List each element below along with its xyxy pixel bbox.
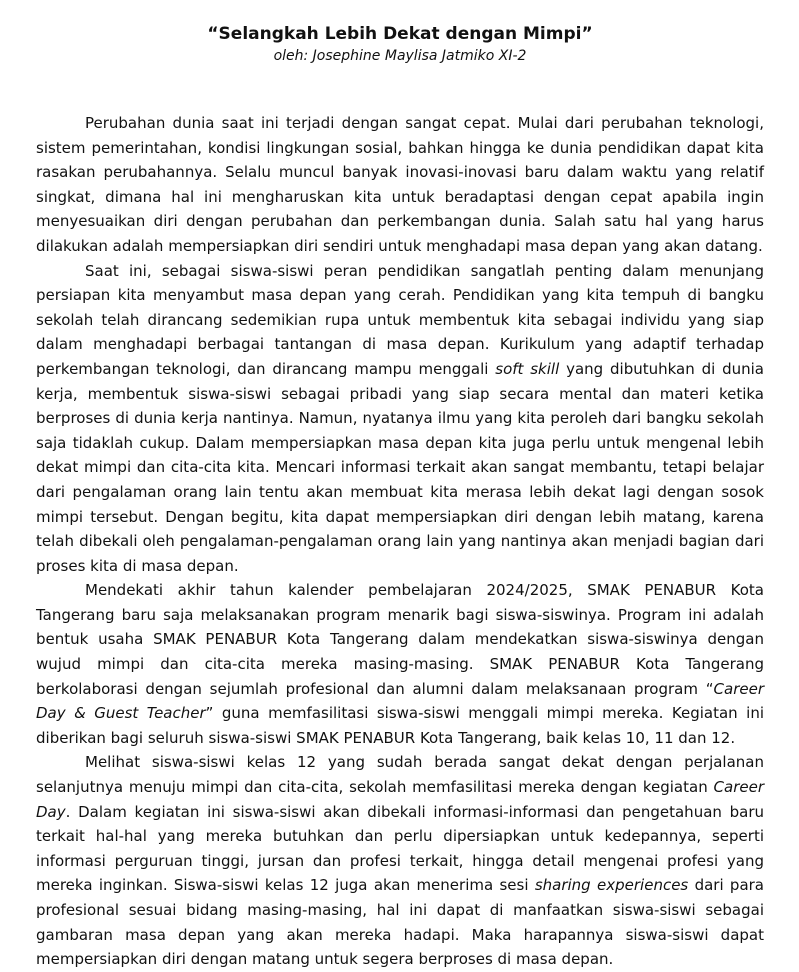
paragraph-text: Mendekati akhir tahun kalender pembelajaran 2024/2025, SMAK PENABUR Kota Tangerang baru saja melaksanakan program menarik bagi siswa-siswinya. Program ini adalah bentuk usaha SMAK PENABUR Kota Tangerang dalam mendekatkan siswa-siswinya dengan wujud mimpi dan cita-cita mereka masing-masing. SMAK PENABUR Kota Tangerang berkolaborasi dengan sejumlah profesional dan alumni dalam melaksanaan program “ — [36, 581, 764, 698]
paragraph-italic-text: Career Day — [36, 778, 764, 821]
document-title: “Selangkah Lebih Dekat dengan Mimpi” — [207, 24, 593, 44]
paragraph-1 — [36, 111, 764, 259]
paragraph-text: dari para profesional sesuai bidang masing-masing, hal ini dapat di manfaatkan siswa-siswi sebagai gambaran masa depan yang akan mereka hadapi. Maka harapannya siswa-siswi dapat mempersiapkan diri dengan matang untuk segera berproses di masa depan. — [36, 876, 765, 969]
paragraph-italic-text: Career Day & Guest Teacher — [36, 679, 764, 723]
paragraph-italic-text: soft skill — [495, 359, 560, 378]
paragraph-text: Saat ini, sebagai siswa-siswi peran pendidikan sangatlah penting dalam menunjang persiapan kita menyambut masa depan yang cerah. Pendidikan yang kita tempuh di bangku sekolah telah dirancang sedemikian rupa untuk membentuk kita sebagai individu yang siap dalam menghadapi berbagai tantangan di masa depan. Kurikulum yang adaptif terhadap perkembangan teknologi, dan dirancang mampu menggali — [36, 261, 764, 378]
paragraph-3 — [36, 578, 764, 750]
paragraph-text: Melihat siswa-siswi kelas 12 yang sudah berada sangat dekat dengan perjalanan selanjutnya menuju mimpi dan cita-cita, sekolah memfasilitasi mereka dengan kegiatan — [36, 753, 764, 797]
document-page — [36, 22, 764, 972]
document-author: oleh: Josephine Maylisa Jatmiko XI-2 — [273, 48, 527, 64]
paragraph-4 — [36, 750, 764, 971]
paragraph-italic-text: sharing experiences — [534, 876, 689, 895]
paragraph-2 — [36, 259, 764, 579]
paragraph-text: . Dalam kegiatan ini siswa-siswi akan dibekali informasi-informasi dan pengetahuan baru terkait hal-hal yang mereka butuhkan dan perlu dipersiapkan untuk kedepannya, seperti informasi perguruan tinggi, jursan dan profesi terkait, hingga detail mengenai profesi yang mereka inginkan. Siswa-siswi kelas 12 juga akan menerima sesi — [36, 802, 764, 895]
paragraph-text: yang dibutuhkan di dunia kerja, membentuk siswa-siswi sebagai pribadi yang siap secara mental dan materi ketika berproses di dunia kerja nantinya. Namun, nyatanya ilmu yang kita peroleh dari bangku sekolah saja tidaklah cukup. Dalam mempersiapkan masa depan kita juga perlu untuk mengenal lebih dekat mimpi dan cita-cita kita. Mencari informasi terkait akan sangat membantu, tetapi belajar dari pengalaman orang lain tentu akan membuat kita merasa lebih dekat lagi dengan sosok mimpi tersebut. Dengan begitu, kita dapat mempersiapkan diri dengan lebih matang, karena telah dibekali oleh pengalaman-pengalaman orang lain yang nantinya akan menjadi bagian dari proses kita di masa depan. — [36, 359, 764, 575]
paragraph-text: ” guna memfasilitasi siswa-siswi menggali mimpi mereka. Kegiatan ini diberikan bagi seluruh siswa-siswi SMAK PENABUR Kota Tangerang, baik kelas 10, 11 dan 12. — [36, 704, 764, 747]
paragraph-text: Perubahan dunia saat ini terjadi dengan sangat cepat. Mulai dari perubahan teknologi, sistem pemerintahan, kondisi lingkungan sosial, bahkan hingga ke dunia pendidikan dapat kita rasakan perubahannya. Selalu muncul banyak inovasi-inovasi baru dalam waktu yang relatif singkat, dimana hal ini mengharuskan kita untuk beradaptasi dengan cepat apabila ingin menyesuaikan diri dengan perubahan dan perkembangan dunia. Salah satu hal yang harus dilakukan adalah mempersiapkan diri sendiri untuk menghadapi masa depan yang akan datang. — [36, 114, 764, 255]
